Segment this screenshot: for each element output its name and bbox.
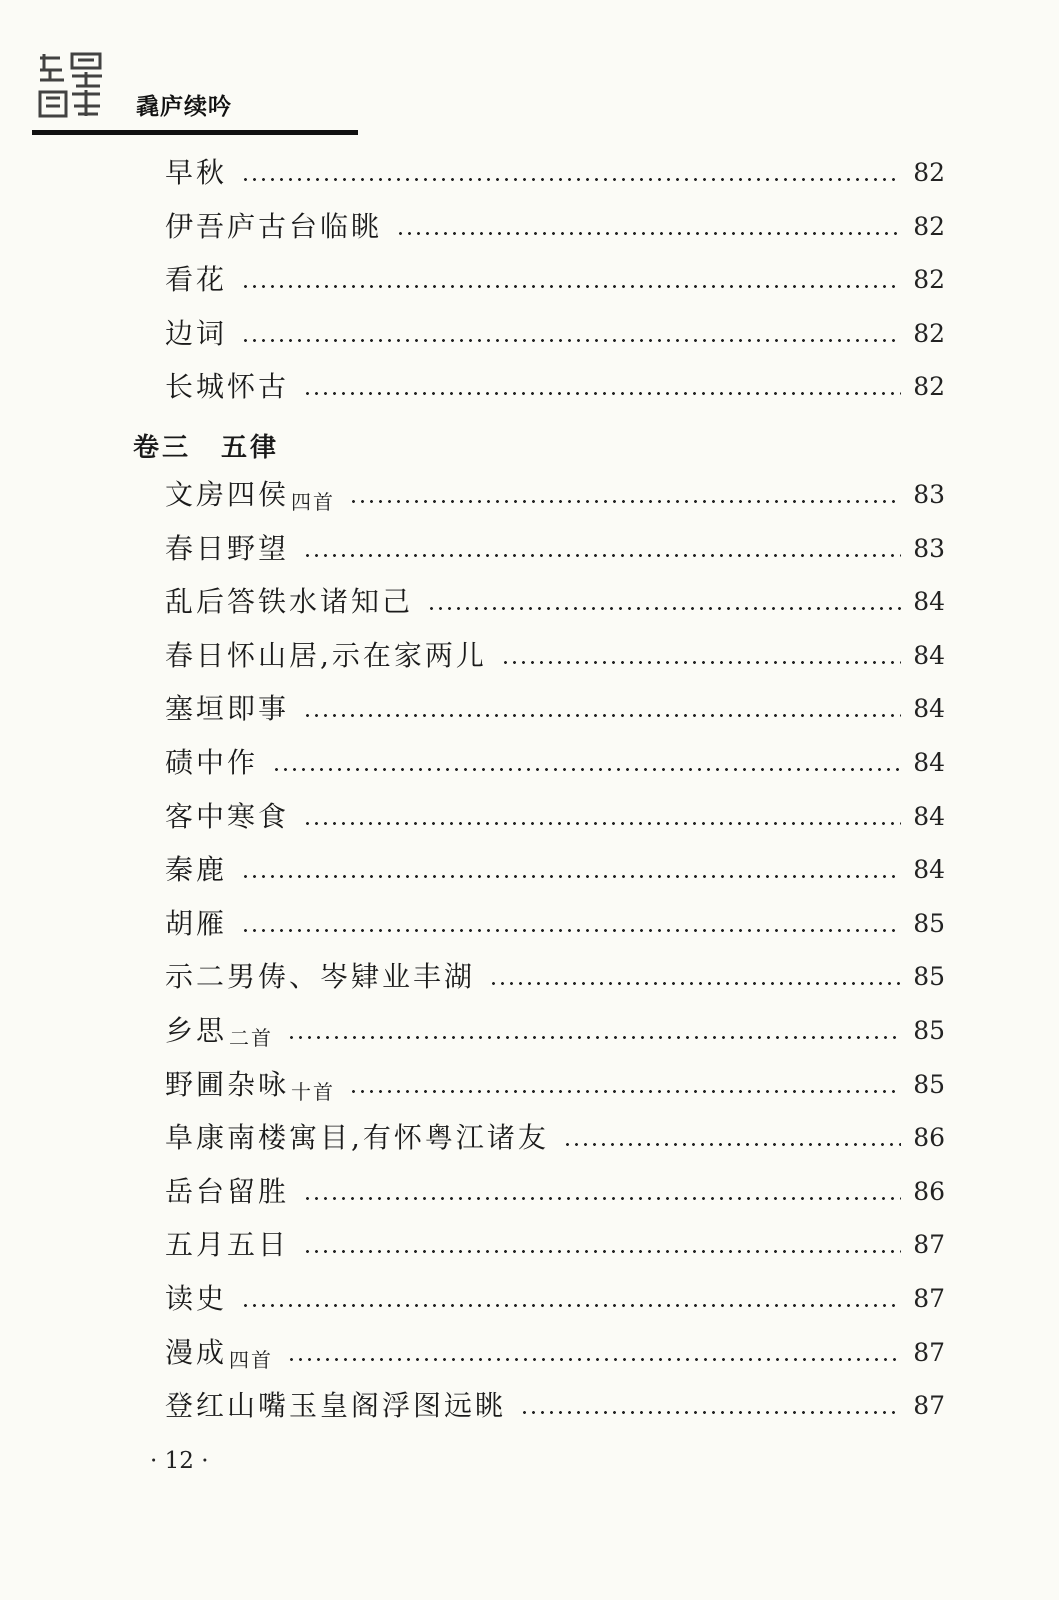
running-title: 毳庐续吟 xyxy=(136,94,232,120)
toc-entry-page: 86 xyxy=(913,1123,945,1153)
toc-entry-page: 84 xyxy=(913,748,945,777)
toc-entry-page: 84 xyxy=(913,587,945,617)
toc-entry xyxy=(165,1172,945,1212)
toc-entry-title: 示二男俦、岑肄业丰湖 xyxy=(165,960,476,994)
toc-entry-page: 85 xyxy=(913,1069,945,1099)
toc-entry xyxy=(165,1279,945,1319)
toc-entry xyxy=(165,1118,945,1158)
toc-entry-page: 82 xyxy=(913,158,945,187)
toc-entry-note: 十首 xyxy=(291,1079,336,1104)
dot-leader xyxy=(241,929,901,932)
toc-entry-page: 84 xyxy=(913,640,945,670)
toc-entry xyxy=(165,743,945,783)
toc-entry-title: 看花 xyxy=(165,263,228,297)
toc-entry xyxy=(165,529,945,569)
seal-logo-icon xyxy=(36,50,106,120)
toc-entry xyxy=(165,689,945,729)
page-folio: · 12 · xyxy=(150,1448,209,1474)
toc-entry-title: 乱后答铁水诸知己 xyxy=(165,585,414,619)
dot-leader xyxy=(501,661,901,664)
toc-entry xyxy=(165,1225,945,1265)
dot-leader xyxy=(349,1090,901,1093)
toc-entry-title: 边词 xyxy=(165,316,228,350)
dot-leader xyxy=(287,1358,901,1361)
toc-entry xyxy=(165,260,945,300)
page-header xyxy=(30,44,360,136)
dot-leader xyxy=(303,714,901,717)
toc-entry-page: 84 xyxy=(913,855,945,885)
toc-entry xyxy=(165,153,945,193)
toc-entry xyxy=(165,582,945,622)
toc-entry xyxy=(165,904,945,944)
section-name: 五律 xyxy=(221,433,280,463)
toc-entry xyxy=(165,636,945,676)
toc-entry-title: 塞垣即事 xyxy=(165,692,290,726)
section-heading xyxy=(133,427,279,464)
toc-entry-title: 登红山嘴玉皇阁浮图远眺 xyxy=(165,1389,507,1423)
dot-leader xyxy=(241,1304,901,1307)
toc-entry-page: 87 xyxy=(913,1230,945,1260)
toc-entry-page: 85 xyxy=(913,1016,945,1045)
toc-entry-page: 85 xyxy=(913,908,945,938)
dot-leader xyxy=(303,822,901,825)
toc-entry-page: 82 xyxy=(913,372,945,402)
toc-entry xyxy=(165,1011,945,1051)
toc-entry-title: 春日野望 xyxy=(165,531,290,565)
toc-entry xyxy=(165,207,945,247)
toc-entry-title: 胡雁 xyxy=(165,906,228,940)
toc-entry-title: 文房四侯 xyxy=(165,478,290,511)
toc-entry xyxy=(165,1333,945,1373)
toc-entry-title: 漫成 xyxy=(165,1335,228,1369)
toc-entry-title: 早秋 xyxy=(165,156,228,189)
dot-leader xyxy=(272,768,901,771)
dot-leader xyxy=(520,1411,901,1414)
dot-leader xyxy=(241,178,901,181)
dot-leader xyxy=(303,392,901,395)
toc-entry-note: 二首 xyxy=(229,1026,274,1050)
toc-entry xyxy=(165,1065,945,1105)
toc-entry-page: 87 xyxy=(913,1284,945,1313)
toc-entry xyxy=(165,797,945,837)
toc-entry-note: 四首 xyxy=(229,1347,274,1372)
dot-leader xyxy=(303,1197,901,1200)
section-volume: 卷三 xyxy=(133,433,192,463)
toc-entry xyxy=(165,475,945,515)
dot-leader xyxy=(396,232,901,235)
toc-entry-page: 84 xyxy=(913,694,945,724)
toc-entry-page: 86 xyxy=(913,1176,945,1206)
toc-entry-page: 87 xyxy=(913,1391,945,1421)
dot-leader xyxy=(427,607,901,610)
toc-entry-title: 读史 xyxy=(165,1282,228,1315)
toc-entry xyxy=(165,957,945,997)
toc-entry-title: 五月五日 xyxy=(165,1228,290,1262)
dot-leader xyxy=(303,554,901,557)
dot-leader xyxy=(489,982,901,985)
toc-entry xyxy=(165,367,945,407)
toc-entry-title: 碛中作 xyxy=(165,746,259,779)
toc-entry-page: 85 xyxy=(913,962,945,992)
toc-entry-page: 84 xyxy=(913,801,945,831)
toc-entry-title: 秦鹿 xyxy=(165,853,228,887)
toc-entry-page: 82 xyxy=(913,211,945,241)
dot-leader xyxy=(563,1143,901,1146)
toc-entry-title: 春日怀山居,示在家两儿 xyxy=(165,638,487,672)
toc-entry-title: 阜康南楼寓目,有怀粤江诸友 xyxy=(165,1121,549,1155)
dot-leader xyxy=(241,285,901,288)
toc-entry-page: 87 xyxy=(913,1337,945,1367)
toc-entry xyxy=(165,850,945,890)
dot-leader xyxy=(287,1036,901,1039)
dot-leader xyxy=(349,500,901,503)
dot-leader xyxy=(241,339,901,342)
toc-entry-title: 野圃杂咏 xyxy=(165,1067,290,1101)
toc-entry-page: 83 xyxy=(913,480,945,509)
toc-entry-title: 长城怀古 xyxy=(165,370,290,404)
toc-entry-title: 岳台留胜 xyxy=(165,1174,290,1208)
toc-entry xyxy=(165,314,945,354)
toc-entry-title: 伊吾庐古台临眺 xyxy=(165,209,383,243)
toc-entry-page: 83 xyxy=(913,533,945,563)
toc-entry-note: 四首 xyxy=(291,490,336,514)
toc-entry-page: 82 xyxy=(913,265,945,295)
toc-entry-page: 82 xyxy=(913,318,945,348)
toc-entry-title: 乡思 xyxy=(165,1014,228,1047)
dot-leader xyxy=(241,875,901,878)
toc-entry-title: 客中寒食 xyxy=(165,799,290,833)
toc-entry xyxy=(165,1386,945,1426)
dot-leader xyxy=(303,1250,901,1253)
header-rule xyxy=(32,130,358,135)
